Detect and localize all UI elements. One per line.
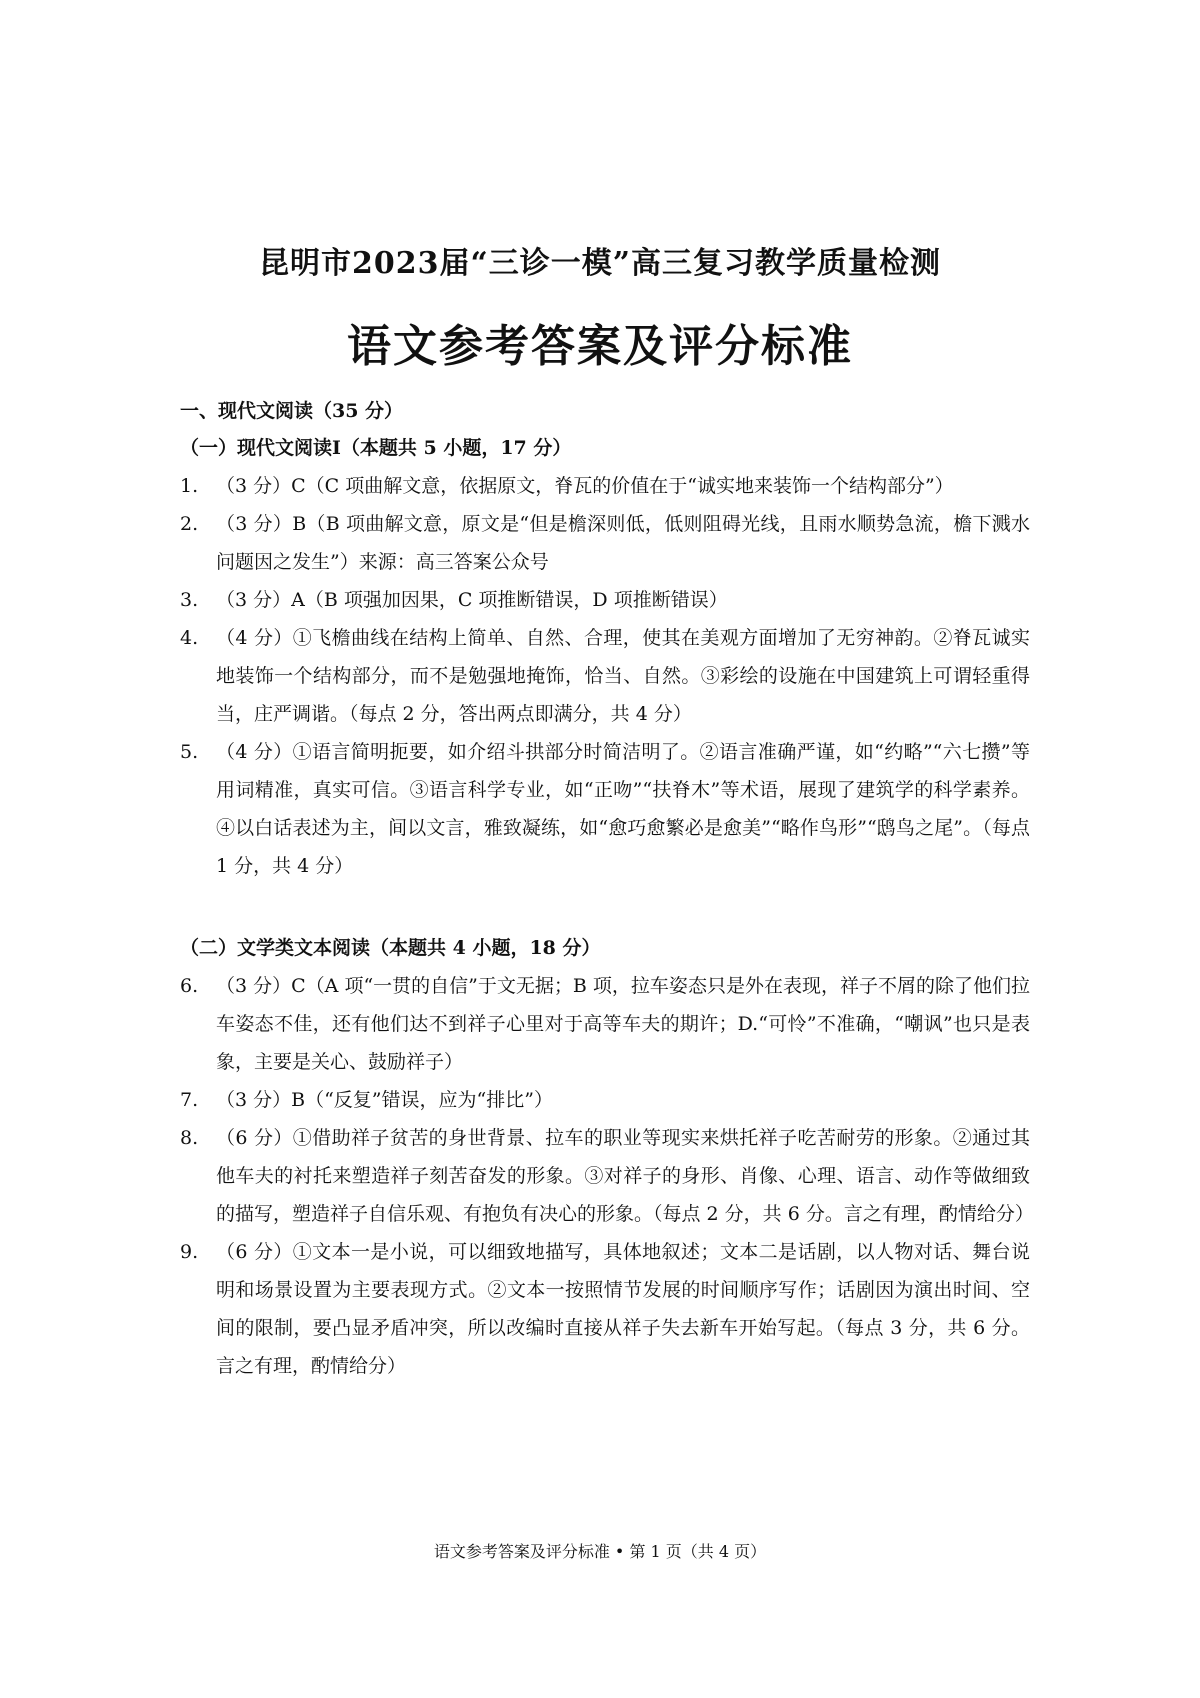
page-footer: 语文参考答案及评分标准 • 第 1 页（共 4 页） (433, 1542, 767, 1561)
item-number: 7. (180, 1089, 199, 1111)
item-number: 1. (180, 475, 199, 497)
answer-item-1 (180, 467, 1030, 505)
part-heading-literary-reading: （二）文学类文本阅读（本题共 4 小题，18 分） (180, 937, 601, 959)
answer-item-6 (180, 967, 1030, 1081)
item-number: 3. (180, 589, 199, 611)
answer-item-3 (180, 581, 1030, 619)
answer-item-4 (180, 619, 1030, 733)
answer-item-7 (180, 1081, 1030, 1119)
item-text: （3 分）B（“反复”错误，应为“排比”） (216, 1089, 553, 1111)
item-number: 9. (180, 1241, 199, 1263)
item-text: （3 分）B（B 项曲解文意，原文是“但是檐深则低，低则阻碍光线，且雨水顺势急流，檐下溅水问题因之发生”）来源：高三答案公众号 (216, 513, 1030, 573)
item-number: 2. (180, 513, 199, 535)
item-text: （4 分）①飞檐曲线在结构上简单、自然、合理，使其在美观方面增加了无穷神韵。②脊瓦诚实地装饰一个结构部分，而不是勉强地掩饰，恰当、自然。③彩绘的设施在中国建筑上可谓轻重得当，庄严调谐。（每点 2 分，答出两点即满分，共 4 分） (216, 627, 1030, 725)
item-text: （3 分）C（A 项“一贯的自信”于文无据；B 项，拉车姿态只是外在表现，祥子不屑的除了他们拉车姿态不佳，还有他们达不到祥子心里对于高等车夫的期许；D.“可怜”不准确，“嘲讽”也只是表象，主要是关心、鼓励祥子） (216, 975, 1030, 1073)
item-text: （6 分）①借助祥子贫苦的身世背景、拉车的职业等现实来烘托祥子吃苦耐劳的形象。②通过其他车夫的衬托来塑造祥子刻苦奋发的形象。③对祥子的身形、肖像、心理、语言、动作等做细致的描写，塑造祥子自信乐观、有抱负有决心的形象。（每点 2 分，共 6 分。言之有理，酌情给分） (216, 1127, 1034, 1225)
answer-item-8 (180, 1119, 1034, 1233)
item-number: 4. (180, 627, 199, 649)
item-number: 8. (180, 1127, 199, 1149)
answer-item-9 (180, 1233, 1030, 1385)
item-text: （3 分）C（C 项曲解文意，依据原文，脊瓦的价值在于“诚实地来装饰一个结构部分”） (216, 475, 954, 497)
item-text: （6 分）①文本一是小说，可以细致地描写，具体地叙述；文本二是话剧，以人物对话、舞台说明和场景设置为主要表现方式。②文本一按照情节发展的时间顺序写作；话剧因为演出时间、空间的限制，要凸显矛盾冲突，所以改编时直接从祥子失去新车开始写起。（每点 3 分，共 6 分。言之有理，酌情给分） (216, 1241, 1030, 1377)
item-text: （4 分）①语言简明扼要，如介绍斗拱部分时简洁明了。②语言准确严谨，如“约略”“六七攒”等用词精准，真实可信。③语言科学专业，如“正吻”“扶脊木”等术语，展现了建筑学的科学素养。④以白话表述为主，间以文言，雅致凝练，如“愈巧愈繁必是愈美”“略作鸟形”“鸱鸟之尾”。（每点 1 分，共 4 分） (216, 741, 1030, 877)
answer-item-2 (180, 505, 1030, 581)
document-title: 昆明市2023届“三诊一模”高三复习教学质量检测 (258, 246, 941, 281)
part-heading-modern-reading-1: （一）现代文阅读Ⅰ（本题共 5 小题，17 分） (180, 437, 572, 459)
item-number: 6. (180, 975, 199, 997)
document-subtitle: 语文参考答案及评分标准 (347, 321, 853, 372)
item-text: （3 分）A（B 项强加因果，C 项推断错误，D 项推断错误） (216, 589, 728, 611)
answer-item-5 (180, 733, 1030, 885)
item-number: 5. (180, 741, 199, 763)
document-body (180, 393, 1034, 1385)
section-heading-modern-reading: 一、现代文阅读（35 分） (180, 400, 404, 422)
